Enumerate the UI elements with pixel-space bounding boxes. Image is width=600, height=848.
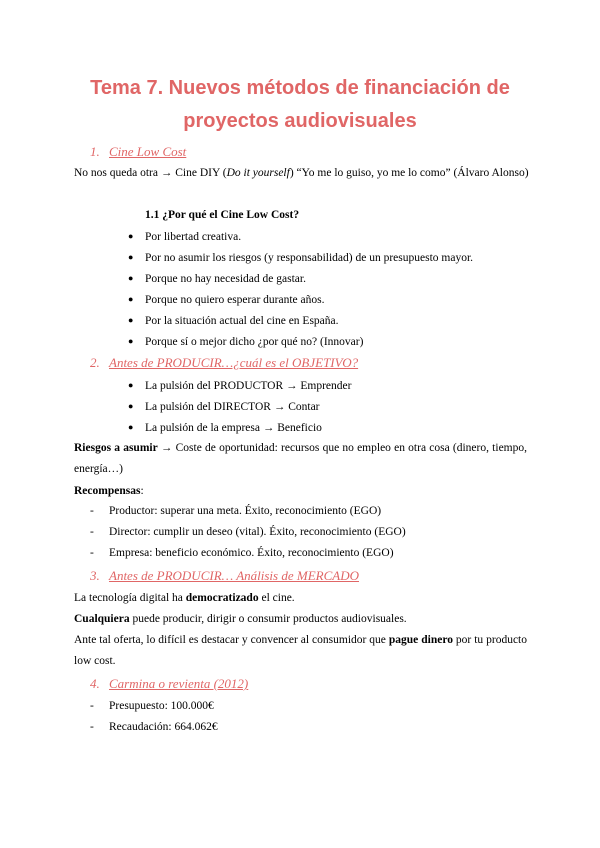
list-item: ● Porque sí o mejor dicho ¿por qué no? (Innovar) xyxy=(128,331,363,352)
section-heading-3 xyxy=(90,566,359,586)
dash-icon: - xyxy=(90,700,94,712)
riesgos-paragraph: Riesgos a asumir → Coste de oportunidad: recursos que no empleo en otra cosa (dinero, tiempo, energía…) xyxy=(74,442,528,475)
list-item: - Director: cumplir un deseo (vital). Éxito, reconocimiento (EGO) xyxy=(90,522,406,542)
section-heading-2 xyxy=(90,353,358,373)
dash-icon: - xyxy=(90,547,94,559)
section-heading-1 xyxy=(90,142,186,162)
section-number: 3. xyxy=(90,568,100,583)
list-item: ● Porque no quiero esperar durante años. xyxy=(128,289,324,310)
list-item: ● Por libertad creativa. xyxy=(128,226,241,247)
list-item: - Empresa: beneficio económico. Éxito, reconocimiento (EGO) xyxy=(90,543,394,563)
bullet-icon: ● xyxy=(128,336,134,346)
list-item: ● Por no asumir los riesgos (y responsabilidad) de un presupuesto mayor. xyxy=(128,247,473,268)
list-item: ● Por la situación actual del cine en España. xyxy=(128,310,339,331)
section-heading-4 xyxy=(90,674,248,694)
bullet-icon: ● xyxy=(128,273,134,283)
document-title: Tema 7. Nuevos métodos de financiación de proyectos audiovisuales xyxy=(90,77,510,132)
list-item: - Productor: superar una meta. Éxito, reconocimiento (EGO) xyxy=(90,501,381,521)
section-title: Cine Low Cost xyxy=(109,144,187,159)
list-item: ● La pulsión del PRODUCTOR → Emprender xyxy=(128,375,351,396)
bullet-icon: ● xyxy=(128,294,134,304)
section-title: Carmina o revienta (2012) xyxy=(109,676,249,691)
section-number: 4. xyxy=(90,676,100,691)
subheading: 1.1 ¿Por qué el Cine Low Cost? xyxy=(145,209,300,221)
text-paragraph: Ante tal oferta, lo difícil es destacar y convencer al consumidor que pague dinero por tu producto low cost. xyxy=(74,634,527,667)
dash-icon: - xyxy=(90,526,94,538)
list-item: ● La pulsión de la empresa → Beneficio xyxy=(128,417,322,438)
bullet-icon: ● xyxy=(128,231,134,241)
section-number: 1. xyxy=(90,144,100,159)
bullet-icon: ● xyxy=(128,422,134,432)
text-line: Cualquiera puede producir, dirigir o consumir productos audiovisuales. xyxy=(74,613,407,625)
recompensas-label: Recompensas: xyxy=(74,485,144,497)
bullet-icon: ● xyxy=(128,315,134,325)
list-item: - Recaudación: 664.062€ xyxy=(90,717,218,737)
bullet-icon: ● xyxy=(128,401,134,411)
bullet-icon: ● xyxy=(128,380,134,390)
list-item: ● La pulsión del DIRECTOR → Contar xyxy=(128,396,320,417)
dash-icon: - xyxy=(90,721,94,733)
list-item: - Presupuesto: 100.000€ xyxy=(90,696,214,716)
dash-icon: - xyxy=(90,505,94,517)
section-number: 2. xyxy=(90,355,100,370)
intro-line: No nos queda otra → Cine DIY (Do it yourself) “Yo me lo guiso, yo me lo como” (Álvaro Alonso) xyxy=(74,167,529,179)
bullet-icon: ● xyxy=(128,252,134,262)
section-title: Antes de PRODUCIR… Análisis de MERCADO xyxy=(109,568,359,583)
list-item: ● Porque no hay necesidad de gastar. xyxy=(128,268,306,289)
text-line: La tecnología digital ha democratizado el cine. xyxy=(74,592,295,604)
section-title: Antes de PRODUCIR…¿cuál es el OBJETIVO? xyxy=(109,355,359,370)
